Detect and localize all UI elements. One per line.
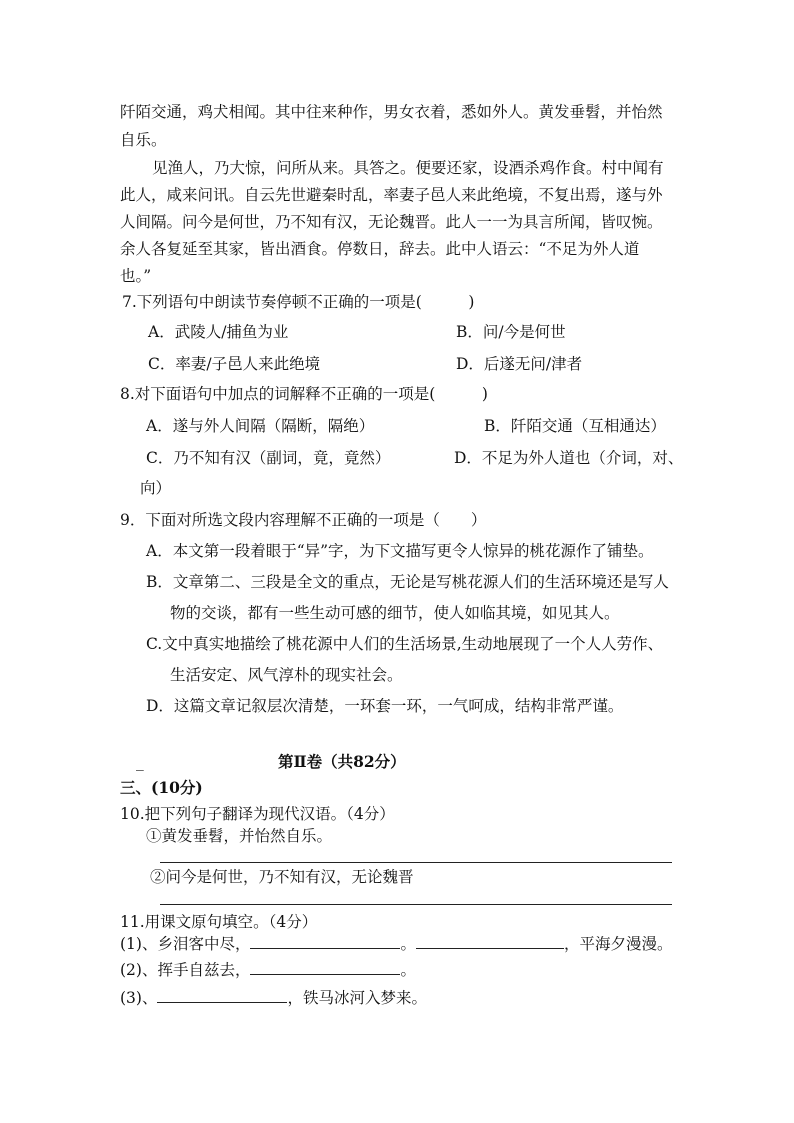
q7-option-b: B．问/今是何世 (456, 323, 566, 341)
q8-option-c: C．乃不知有汉（副词，竟，竟然） (146, 449, 391, 467)
q11-item-3-prefix: (3)、 (120, 989, 158, 1007)
q9-option-b: B．文章第二、三段是全文的重点，无论是写桃花源人们的生活环境还是写人 (146, 573, 669, 591)
passage-line-4: 此人，咸来问讯。自云先世避秦时乱，率妻子邑人来此绝境，不复出焉，遂与外 (120, 186, 663, 204)
passage-line-5: 人间隔。问今是何世，乃不知有汉，无论魏晋。此人一一为具言所闻，皆叹惋。 (120, 213, 663, 231)
q11-blank-1[interactable] (250, 934, 400, 949)
q11-item-1-suffix: ，平海夕漫漫。 (563, 935, 673, 953)
q9-option-a: A．本文第一段着眼于“异”字，为下文描写更令人惊异的桃花源作了铺垫。 (146, 542, 654, 560)
q8-option-d: D．不足为外人道也（介词，对、 (454, 449, 684, 467)
q9-option-d: D．这篇文章记叙层次清楚，一环套一环，一气呵成，结构非常严谨。 (146, 697, 624, 715)
q7-option-a: A．武陵人/捕鱼为业 (148, 323, 289, 341)
q11-item-1-prefix: (1)、乡泪客中尽， (120, 935, 251, 953)
passage-line-1: 阡陌交通，鸡犬相闻。其中往来种作，男女衣着，悉如外人。黄发垂髫，并怡然 (120, 103, 663, 121)
q11-stem: 11.用课文原句填空。（4分） (120, 913, 318, 931)
part2-dash: _ (136, 753, 144, 771)
q9-option-b-cont: 物的交谈，都有一些生动可感的细节，使人如临其境，如见其人。 (170, 604, 620, 622)
passage-line-2: 自乐。 (120, 131, 167, 149)
q11-item-2-prefix: (2)、挥手自兹去， (120, 961, 251, 979)
q11-blank-3[interactable] (250, 960, 400, 975)
q10-sentence-2: ②问今是何世，乃不知有汉，无论魏晋 (150, 868, 414, 886)
q10-answer-line-1[interactable] (160, 862, 672, 863)
q11-item-3-suffix: ，铁马冰河入梦来。 (287, 989, 427, 1007)
q7-option-d: D．后遂无问/津者 (456, 355, 583, 373)
q8-option-a: A．遂与外人间隔（隔断，隔绝） (146, 417, 375, 435)
section-heading: 三、(10分) (120, 778, 203, 797)
q9-option-c-cont: 生活安定、风气淳朴的现实社会。 (170, 666, 403, 684)
part2-title: 第Ⅱ卷（共82分） (278, 752, 406, 771)
q9-option-c: C.文中真实地描绘了桃花源中人们的生活场景,生动地展现了一个人人劳作、 (146, 635, 664, 653)
passage-line-7: 也。” (120, 267, 152, 285)
q11-item-1-mid: 。 (400, 935, 416, 953)
q10-sentence-1: ①黄发垂髫，并怡然自乐。 (146, 827, 333, 845)
q11-item-2-suffix: 。 (400, 961, 416, 979)
q8-stem: 8.对下面语句中加点的词解释不正确的一项是( ) (120, 385, 488, 403)
q10-answer-line-2[interactable] (160, 904, 672, 905)
q7-option-c: C．率妻/子邑人来此绝境 (148, 355, 321, 373)
q9-stem: 9．下面对所选文段内容理解不正确的一项是（ ） (120, 511, 487, 529)
q10-stem: 10.把下列句子翻译为现代汉语。（4分） (120, 805, 395, 823)
passage-line-6: 余人各复延至其家，皆出酒食。停数日，辞去。此中人语云：“不足为外人道 (120, 240, 640, 258)
q8-option-d-cont: 向） (140, 479, 172, 497)
passage-line-3: 见渔人，乃大惊，问所从来。具答之。便要还家，设酒杀鸡作食。村中闻有 (152, 159, 664, 177)
q11-blank-4[interactable] (157, 988, 287, 1003)
q11-item-2 (120, 960, 416, 980)
q11-blank-2[interactable] (416, 934, 564, 949)
q11-item-3 (120, 988, 427, 1008)
q11-item-1 (120, 934, 673, 954)
q8-option-b: B．阡陌交通（互相通达） (484, 417, 666, 435)
q7-stem: 7.下列语句中朗读节奏停顿不正确的一项是( ) (122, 293, 475, 311)
